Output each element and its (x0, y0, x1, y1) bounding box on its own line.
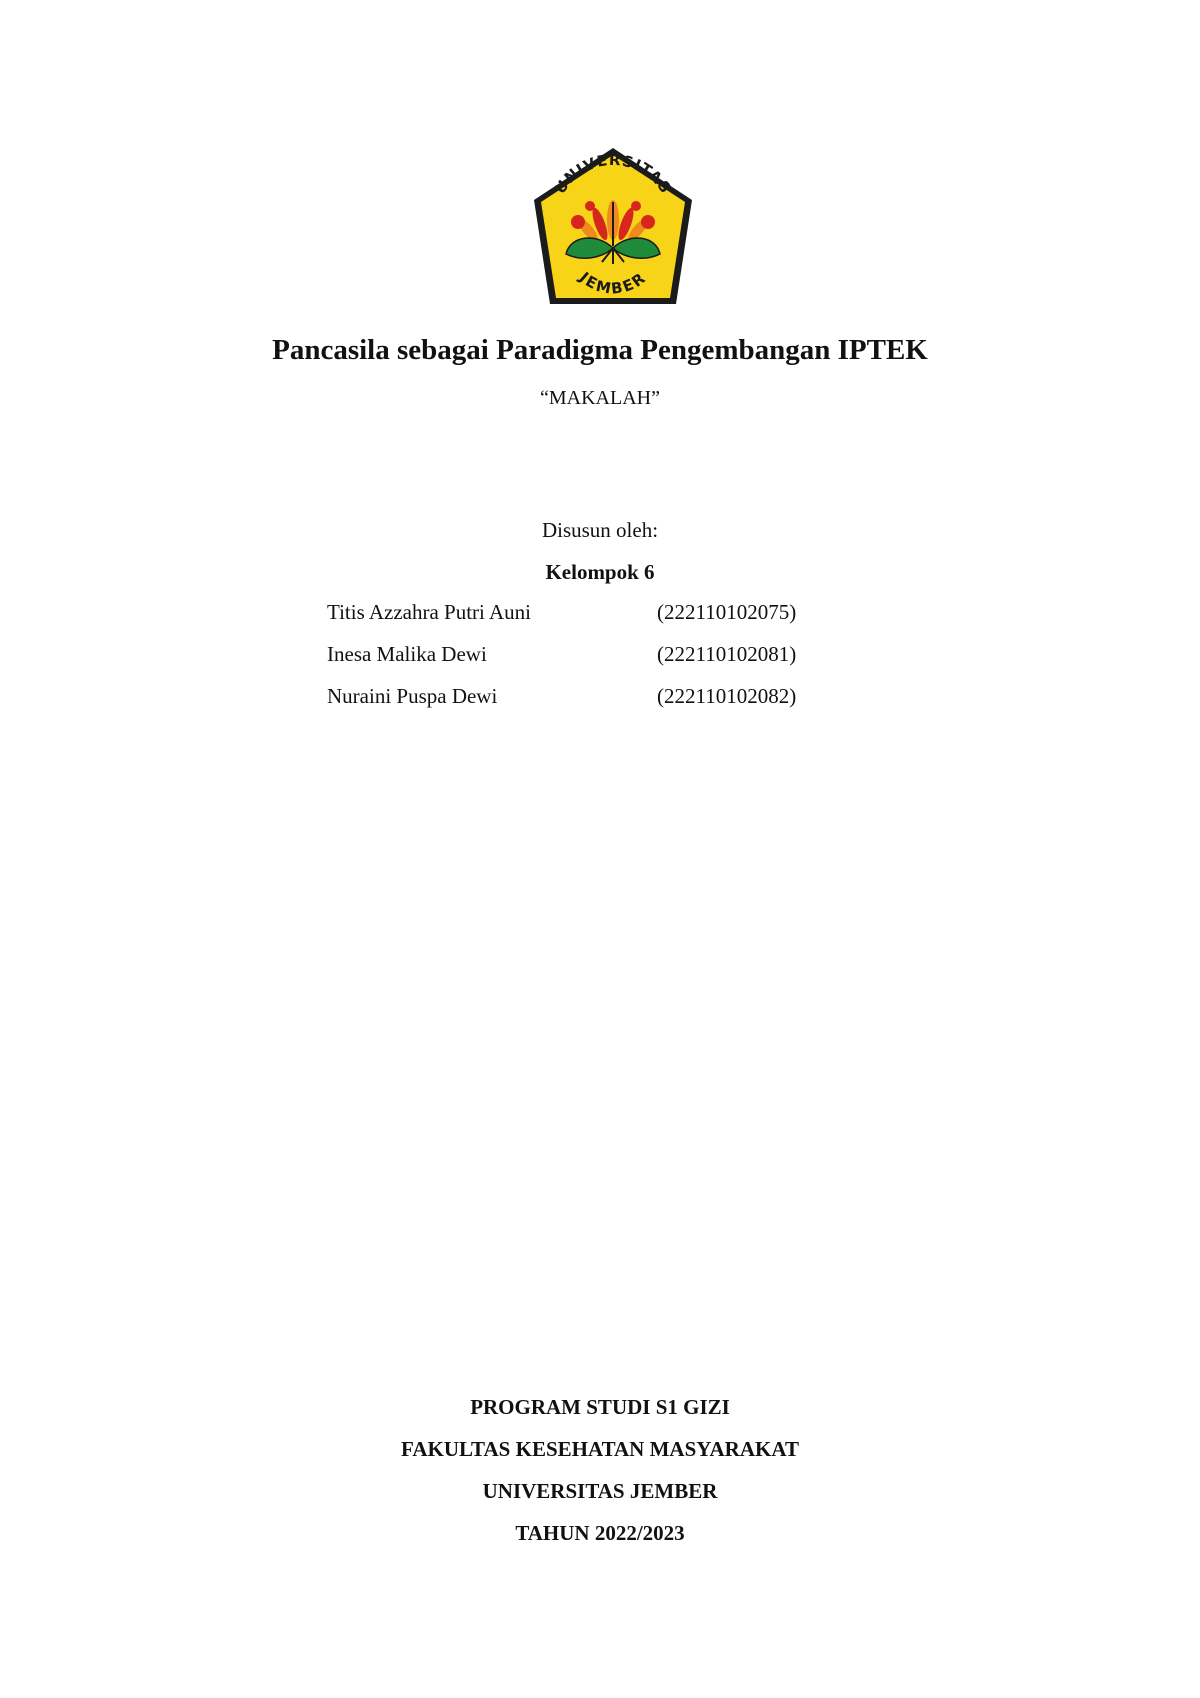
member-row (327, 640, 887, 682)
member-row (327, 682, 887, 724)
logo-text-top: UNIVERSITAS (550, 150, 676, 198)
member-name: Nuraini Puspa Dewi (327, 684, 498, 708)
document-subtitle: “MAKALAH” (540, 387, 660, 409)
member-list (327, 598, 887, 724)
group-name: Kelompok 6 (545, 560, 655, 584)
member-id: (222110102081) (657, 642, 797, 666)
member-row (327, 598, 887, 640)
university-emblem-icon (526, 144, 700, 310)
logo-text-bottom: JEMBER (576, 268, 650, 298)
faculty-name: FAKULTAS KESEHATAN MASYARAKAT (401, 1437, 799, 1461)
document-title: Pancasila sebagai Paradigma Pengembangan IPTEK (272, 334, 928, 366)
institution-block (0, 1393, 1200, 1561)
academic-year: TAHUN 2022/2023 (515, 1521, 685, 1545)
member-name: Inesa Malika Dewi (327, 642, 487, 666)
member-id: (222110102082) (657, 684, 797, 708)
member-id: (222110102075) (657, 600, 797, 624)
prepared-by-label: Disusun oleh: (541, 518, 659, 542)
university-logo (526, 144, 700, 310)
member-name: Titis Azzahra Putri Auni (327, 600, 531, 624)
university-name: UNIVERSITAS JEMBER (482, 1479, 718, 1503)
study-program: PROGRAM STUDI S1 GIZI (470, 1395, 730, 1419)
